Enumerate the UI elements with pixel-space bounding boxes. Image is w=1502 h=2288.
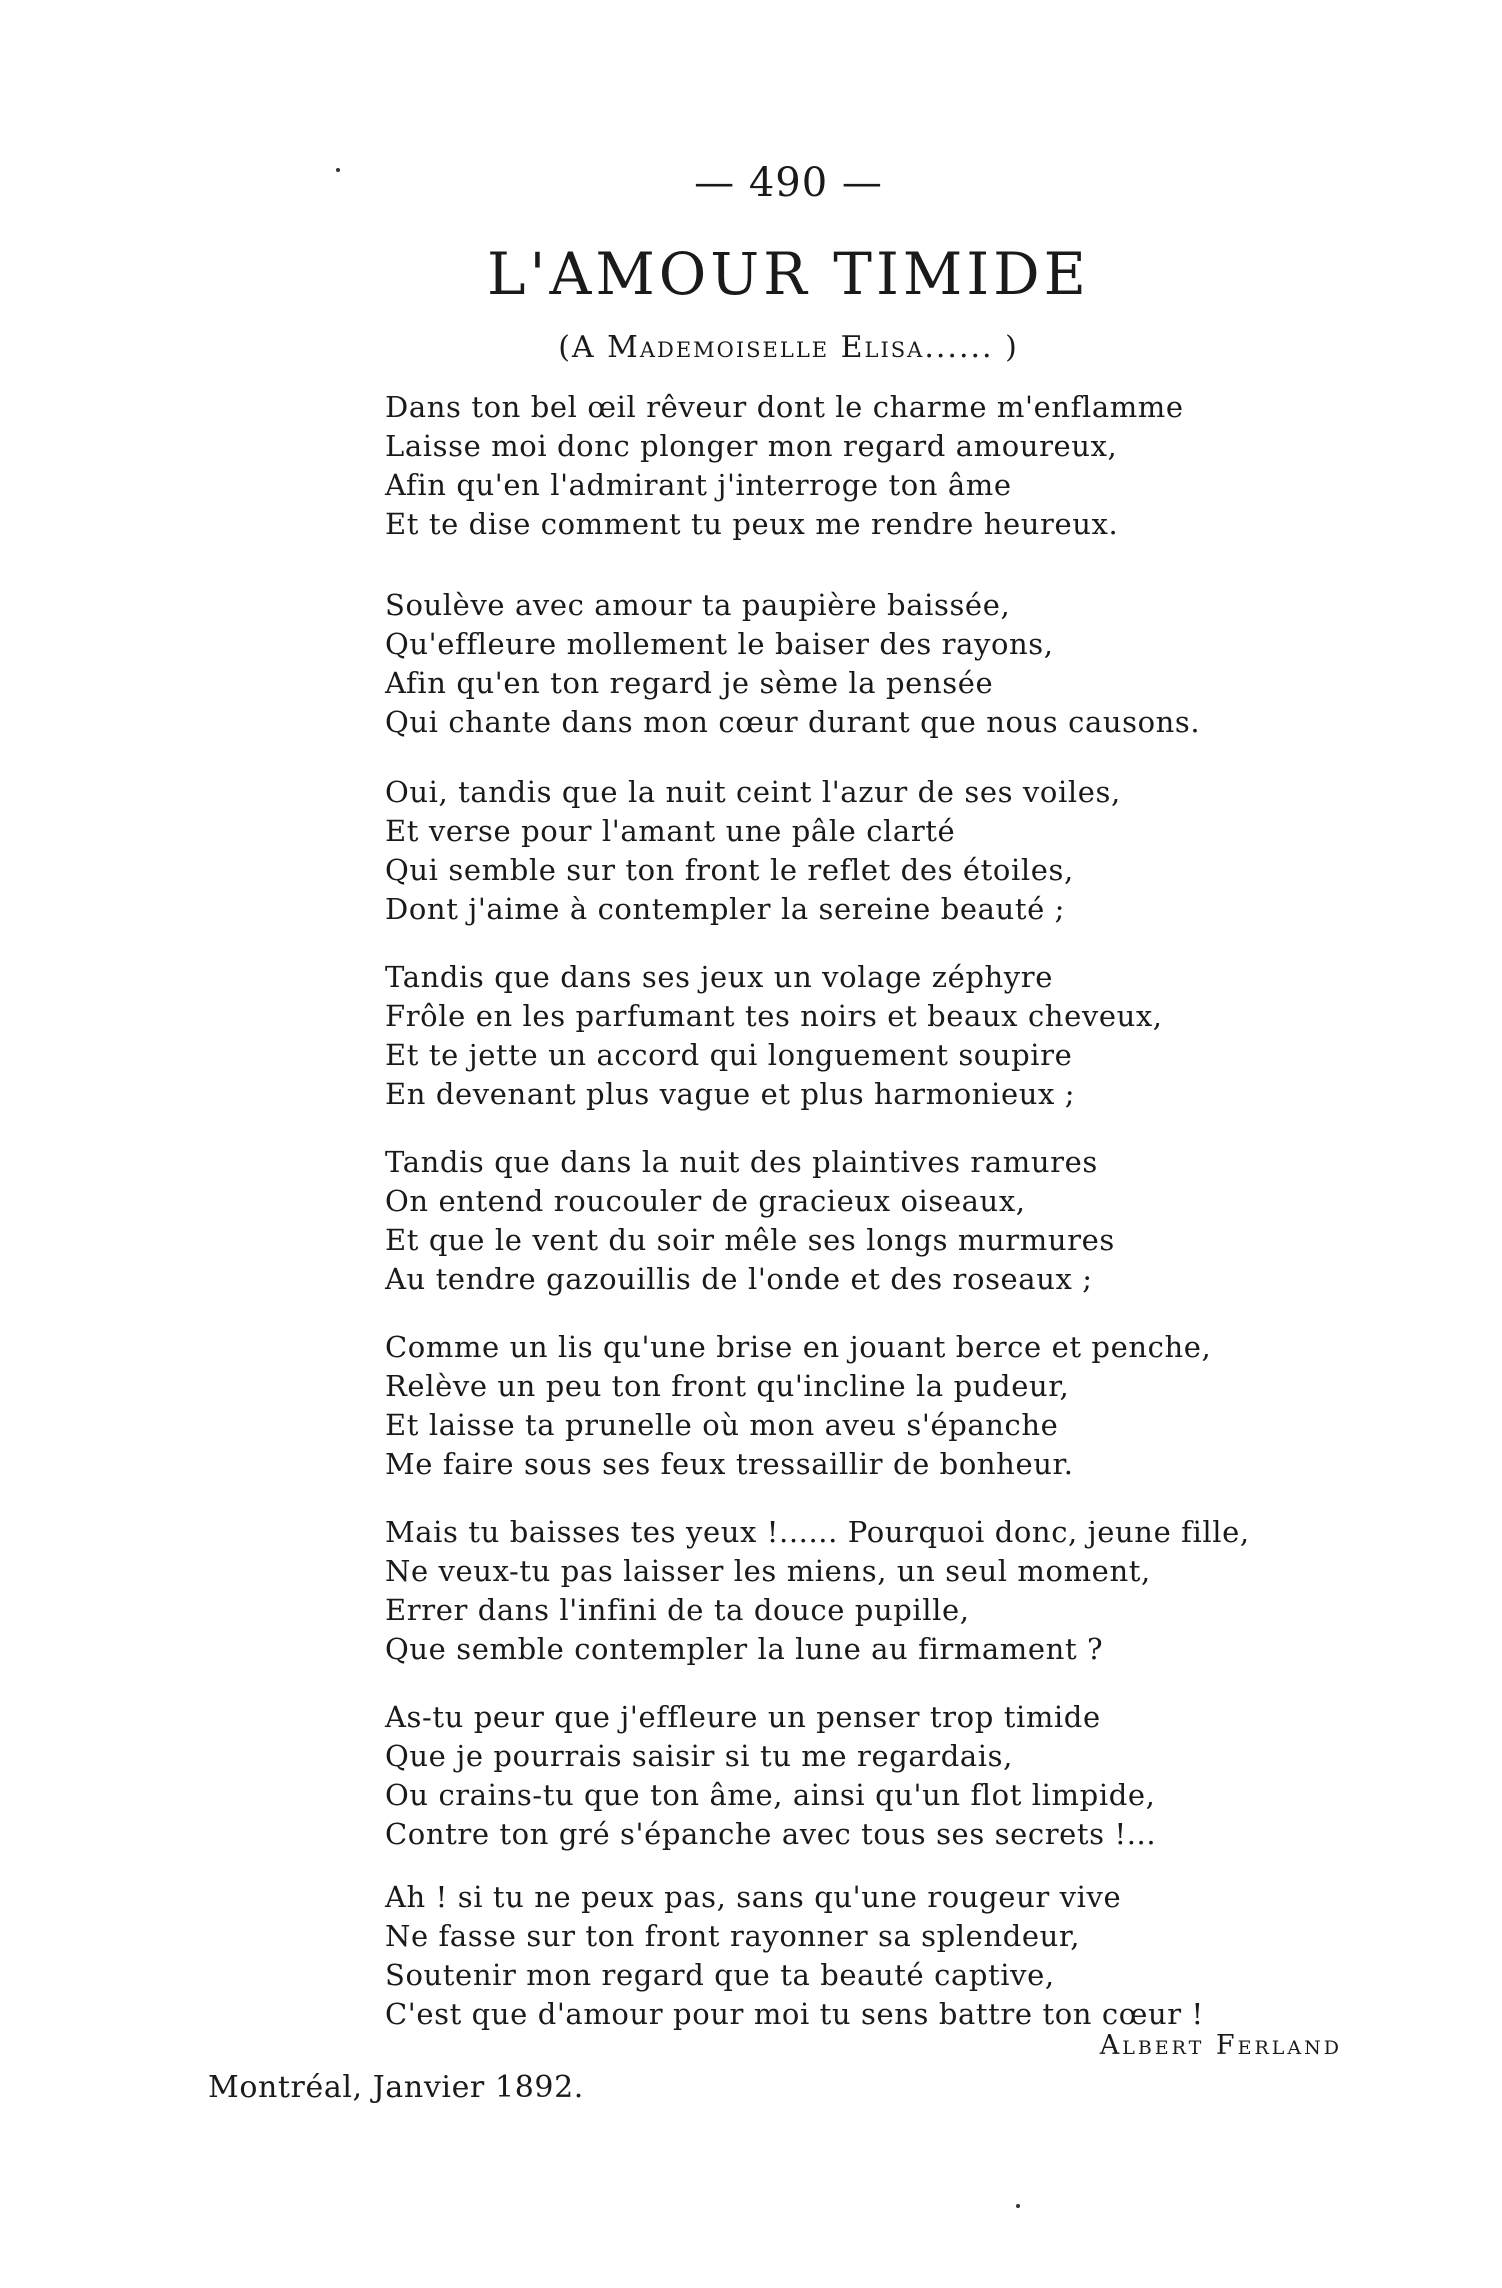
verse-line: Ne fasse sur ton front rayonner sa splendeur, xyxy=(385,1919,1081,1953)
verse-line: Que semble contempler la lune au firmament ? xyxy=(385,1632,1104,1666)
verse-line: Soulève avec amour ta paupière baissée, xyxy=(385,588,1011,622)
verse-line: Et que le vent du soir mêle ses longs murmures xyxy=(385,1223,1115,1257)
verse-line: As-tu peur que j'effleure un penser trop timide xyxy=(385,1700,1101,1734)
verse-line: Ou crains-tu que ton âme, ainsi qu'un flot limpide, xyxy=(385,1778,1156,1812)
verse-line: Me faire sous ses feux tressaillir de bonheur. xyxy=(385,1447,1074,1481)
verse-line: Tandis que dans ses jeux un volage zéphyre xyxy=(385,960,1054,994)
stanza xyxy=(385,1878,1395,2034)
verse-line: On entend roucouler de gracieux oiseaux, xyxy=(385,1184,1026,1218)
page-number: — 490 — xyxy=(694,160,883,206)
verse-line: Afin qu'en l'admirant j'interroge ton âme xyxy=(385,468,1012,502)
verse-line: Relève un peu ton front qu'incline la pudeur, xyxy=(385,1369,1070,1403)
verse-line: C'est que d'amour pour moi tu sens battre ton cœur ! xyxy=(385,1997,1204,2031)
stanza xyxy=(385,958,1395,1114)
stanza xyxy=(385,586,1395,742)
place-and-date: Montréal, Janvier 1892. xyxy=(208,2070,584,2105)
verse-line: Que je pourrais saisir si tu me regardais, xyxy=(385,1739,1013,1773)
verse-line: Afin qu'en ton regard je sème la pensée xyxy=(385,666,994,700)
verse-line: Frôle en les parfumant tes noirs et beaux cheveux, xyxy=(385,999,1163,1033)
verse-line: Qui chante dans mon cœur durant que nous causons. xyxy=(385,705,1201,739)
poem-title: L'AMOUR TIMIDE xyxy=(486,240,1090,308)
verse-line: Et laisse ta prunelle où mon aveu s'épanche xyxy=(385,1408,1059,1442)
verse-line: Tandis que dans la nuit des plaintives ramures xyxy=(385,1145,1098,1179)
verse-line: Et te dise comment tu peux me rendre heureux. xyxy=(385,507,1119,541)
verse-line: Soutenir mon regard que ta beauté captive, xyxy=(385,1958,1055,1992)
verse-line: Comme un lis qu'une brise en jouant berce et penche, xyxy=(385,1330,1212,1364)
verse-line: Et verse pour l'amant une pâle clarté xyxy=(385,814,956,848)
verse-line: Oui, tandis que la nuit ceint l'azur de ses voiles, xyxy=(385,775,1121,809)
stanza xyxy=(385,1513,1395,1669)
stanza xyxy=(385,1143,1395,1299)
verse-line: Contre ton gré s'épanche avec tous ses secrets !... xyxy=(385,1817,1157,1851)
stanza xyxy=(385,388,1395,544)
stanza xyxy=(385,773,1395,929)
verse-line: Au tendre gazouillis de l'onde et des roseaux ; xyxy=(385,1262,1093,1296)
verse-line: Et te jette un accord qui longuement soupire xyxy=(385,1038,1073,1072)
verse-line: Ah ! si tu ne peux pas, sans qu'une rougeur vive xyxy=(385,1880,1122,1914)
stanza xyxy=(385,1698,1395,1854)
author-signature: Albert Ferland xyxy=(1099,2030,1342,2061)
verse-line: Mais tu baisses tes yeux !...... Pourquoi donc, jeune fille, xyxy=(385,1515,1250,1549)
verse-line: Laisse moi donc plonger mon regard amoureux, xyxy=(385,429,1118,463)
print-speck xyxy=(1016,2204,1020,2208)
verse-line: En devenant plus vague et plus harmonieux ; xyxy=(385,1077,1076,1111)
verse-line: Dont j'aime à contempler la sereine beauté ; xyxy=(385,892,1066,926)
verse-line: Ne veux-tu pas laisser les miens, un seul moment, xyxy=(385,1554,1151,1588)
poem-dedication: (A Mademoiselle Elisa...... ) xyxy=(558,330,1019,365)
verse-line: Dans ton bel œil rêveur dont le charme m'enflamme xyxy=(385,390,1184,424)
verse-line: Errer dans l'infini de ta douce pupille, xyxy=(385,1593,970,1627)
stanza xyxy=(385,1328,1395,1484)
verse-line: Qui semble sur ton front le reflet des étoiles, xyxy=(385,853,1074,887)
verse-line: Qu'effleure mollement le baiser des rayons, xyxy=(385,627,1054,661)
